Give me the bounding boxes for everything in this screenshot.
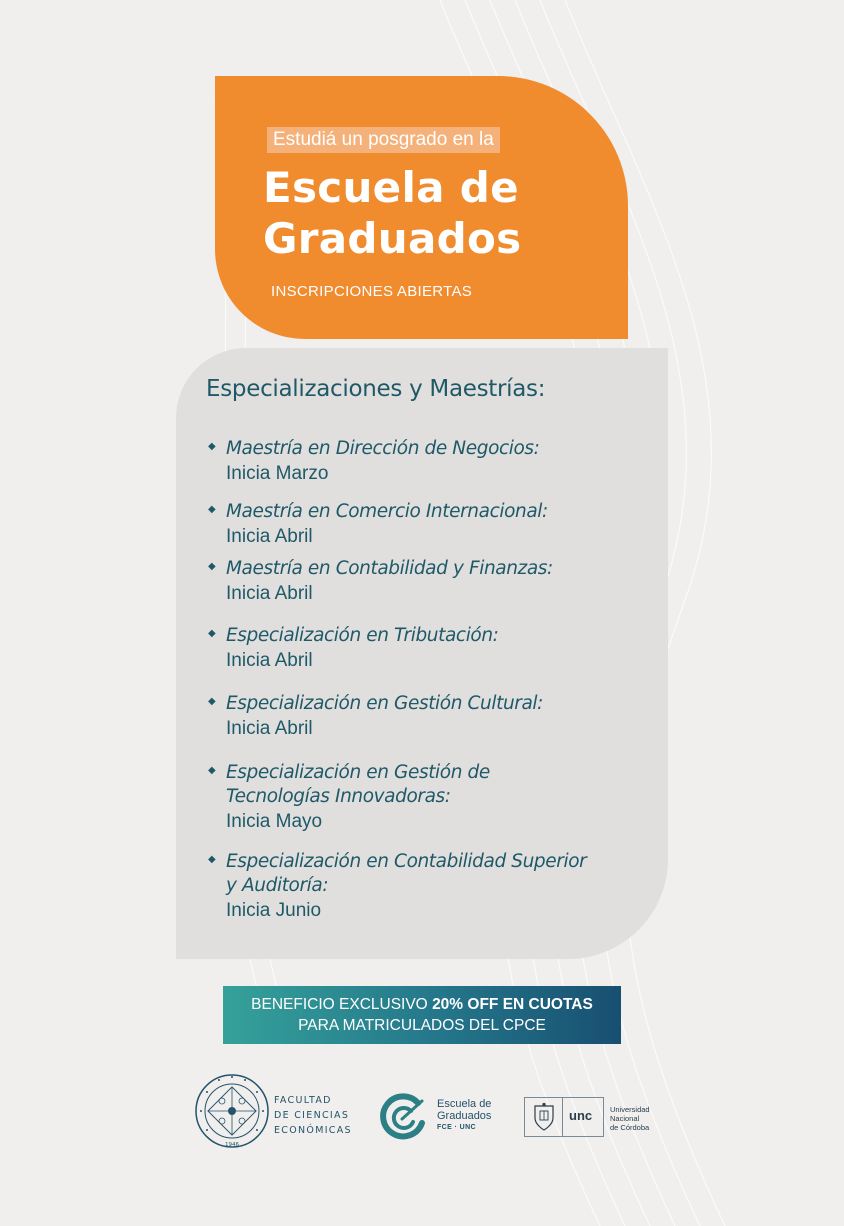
benefit-line1-highlight: 20% OFF EN CUOTAS (432, 996, 593, 1013)
unc-logo-short: unc (569, 1108, 593, 1123)
unc-logo-line2: Nacional (610, 1114, 640, 1123)
program-name: Especialización en Gestión de (226, 762, 490, 783)
program-start: Inicia Mayo (226, 811, 323, 832)
programs-card (176, 348, 668, 959)
fce-seal-year: 1946 (225, 1142, 239, 1148)
program-name-line2: Tecnologías Innovadoras: (226, 786, 451, 807)
header-kicker: Estudiá un posgrado en la (267, 127, 500, 153)
program-name: Especialización en Contabilidad Superior (226, 851, 587, 872)
fce-logo-line3: ECONÓMICAS (274, 1125, 352, 1136)
program-item (206, 437, 646, 486)
diamond-bullet-icon: ◆ (208, 561, 216, 572)
benefit-line2: PARA MATRICULADOS DEL CPCE (298, 1017, 546, 1034)
diamond-bullet-icon: ◆ (208, 441, 216, 452)
escuela-graduados-logo-text (437, 1098, 491, 1134)
escuela-logo-line1: Escuela de (437, 1098, 492, 1110)
fce-seal-logo (193, 1070, 271, 1152)
program-name: Especialización en Gestión Cultural: (226, 693, 544, 714)
program-name-line2: y Auditoría: (226, 875, 329, 896)
program-item (206, 692, 646, 741)
program-start: Inicia Abril (226, 718, 313, 739)
diamond-bullet-icon: ◆ (208, 504, 216, 515)
fce-logo-line2: DE CIENCIAS (274, 1110, 350, 1121)
diamond-bullet-icon: ◆ (208, 628, 216, 639)
program-name: Especialización en Tributación: (226, 625, 499, 646)
program-start: Inicia Junio (226, 900, 322, 921)
header-title-line1: Escuela de (263, 163, 519, 212)
program-item (206, 557, 646, 606)
diamond-bullet-icon: ◆ (208, 765, 216, 776)
program-item (206, 761, 646, 834)
unc-logo-text (610, 1105, 650, 1132)
program-name: Maestría en Contabilidad y Finanzas: (226, 558, 553, 579)
programs-heading: Especializaciones y Maestrías: (206, 376, 546, 402)
program-item (206, 850, 646, 923)
fce-logo-line1: FACULTAD (274, 1095, 332, 1106)
diamond-bullet-icon: ◆ (208, 854, 216, 865)
fce-logo-text (274, 1093, 352, 1138)
program-start: Inicia Abril (226, 583, 313, 604)
unc-logo-divider (562, 1098, 563, 1136)
diamond-bullet-icon: ◆ (208, 696, 216, 707)
header-title-line2: Graduados (263, 214, 522, 263)
benefit-line1 (223, 994, 621, 1015)
program-item (206, 624, 646, 673)
escuela-graduados-logo-icon (378, 1093, 430, 1141)
header-title (263, 162, 521, 264)
program-start: Inicia Marzo (226, 463, 329, 484)
program-start: Inicia Abril (226, 526, 313, 547)
program-name: Maestría en Comercio Internacional: (226, 501, 548, 522)
escuela-logo-line2: Graduados (437, 1110, 492, 1122)
program-start: Inicia Abril (226, 650, 313, 671)
unc-crest-icon (532, 1102, 556, 1132)
unc-logo-line3: de Córdoba (610, 1123, 650, 1132)
benefit-line1-prefix: BENEFICIO EXCLUSIVO (251, 996, 433, 1013)
program-item (206, 500, 646, 549)
header-subtitle: INSCRIPCIONES ABIERTAS (271, 283, 473, 300)
header-card (215, 76, 628, 339)
benefit-banner (223, 986, 621, 1044)
escuela-logo-line3: FCE · UNC (437, 1124, 476, 1131)
unc-logo-line1: Universidad (610, 1105, 650, 1114)
unc-logo (524, 1097, 604, 1137)
program-name: Maestría en Dirección de Negocios: (226, 438, 540, 459)
